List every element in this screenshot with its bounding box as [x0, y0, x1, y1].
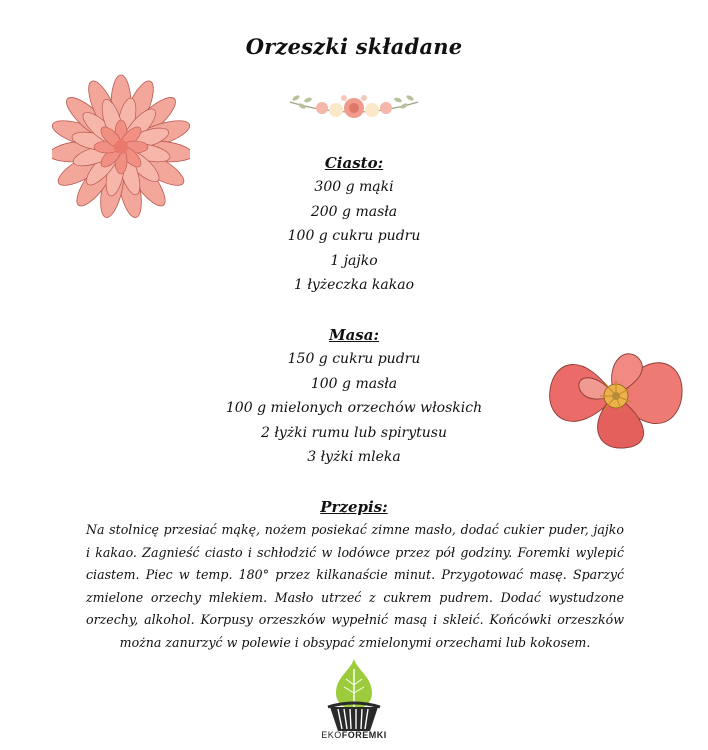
logo-wordmark	[300, 730, 408, 740]
ekoforemki-logo-icon	[318, 655, 390, 741]
flower-garland-decoration	[286, 86, 422, 126]
ingredient-line: 200 g masła	[310, 203, 398, 220]
recipe-instructions: Na stolnicę przesiać mąkę, nożem posiekać zimne masło, dodać cukier puder, jajko i kakao. Zagnieść ciasto i schłodzić w lodówce przez pół godziny. Foremki wylepić ciastem. Piec w temp. 180° przez kilkanaście minut. Przygotować masę. Sparzyć zmielone orzechy mlekiem. Masło utrzeć z cukrem pudrem. Dodać wystudzone orzechy, alkohol. Korpusy orzeszków wypełnić masą i skleić. Końcówki orzeszków można zanurzyć w polewie i obsypać zmielonymi orzechami lub kokosem.	[86, 522, 624, 650]
ingredient-line: 2 łyżki rumu lub spirytusu	[260, 424, 448, 441]
przepis-section	[0, 495, 708, 519]
ingredient-line: 100 g mielonych orzechów włoskich	[225, 400, 483, 416]
ingredient-line: 1 łyżeczka kakao	[293, 277, 415, 293]
ingredient-line: 3 łyżki mleka	[307, 449, 401, 465]
ingredient-line: 300 g mąki	[314, 179, 394, 195]
przepis-heading: Przepis:	[320, 498, 388, 516]
page-title: Orzeszki składane	[245, 34, 463, 59]
logo-prefix: EKO	[321, 730, 342, 740]
ingredient-line: 100 g cukru pudru	[287, 228, 421, 244]
masa-section	[0, 323, 708, 470]
ingredient-line: 150 g cukru pudru	[287, 351, 421, 367]
ciasto-section	[0, 151, 708, 298]
ingredient-line: 1 jajko	[330, 252, 378, 269]
ciasto-heading: Ciasto:	[324, 154, 384, 172]
masa-heading: Masa:	[328, 326, 380, 344]
logo-suffix: FOREMKI	[341, 730, 387, 740]
ingredient-line: 100 g masła	[310, 375, 398, 392]
